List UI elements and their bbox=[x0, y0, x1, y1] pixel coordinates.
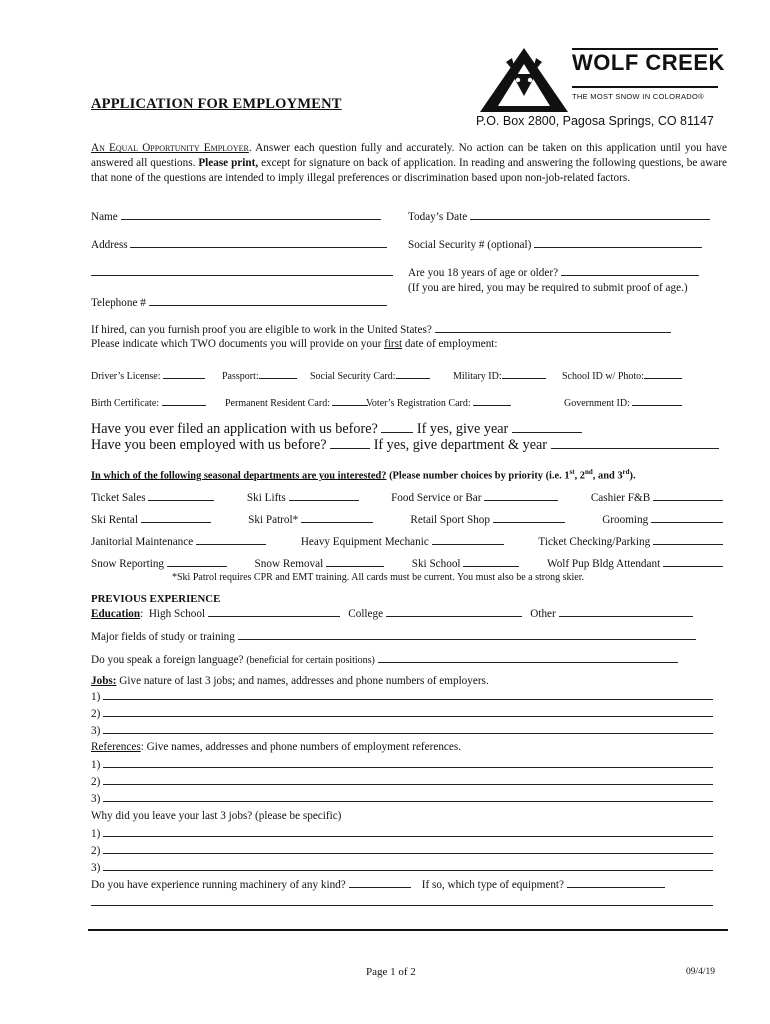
todays-date-field[interactable] bbox=[408, 210, 710, 223]
doc-social-security[interactable]: Social Security Card: bbox=[310, 369, 430, 382]
brand-rule-bottom bbox=[572, 86, 718, 88]
reference-line-3[interactable]: 3) bbox=[91, 792, 713, 805]
language-note: (beneficial for certain positions) bbox=[246, 655, 375, 666]
dept-janitorial[interactable]: Janitorial Maintenance bbox=[91, 535, 266, 548]
language-field[interactable] bbox=[91, 653, 678, 666]
dept-ticket-checking[interactable]: Ticket Checking/Parking bbox=[538, 535, 723, 548]
doc-government-id[interactable]: Government ID: bbox=[564, 396, 682, 409]
job-line-3[interactable]: 3) bbox=[91, 724, 713, 737]
address-line-2[interactable] bbox=[91, 266, 393, 279]
doc-permanent-resident[interactable]: Permanent Resident Card: bbox=[225, 396, 368, 409]
doc-birth-certificate[interactable]: Birth Certificate: bbox=[91, 396, 206, 409]
please-print: Please print, bbox=[198, 157, 259, 170]
machinery-label: Do you have experience running machinery of any kind? bbox=[91, 879, 346, 891]
departments-question: In which of the following seasonal departments are you interested? (Please number choices by priority (i.e. 1st, 2nd, and 3rd). bbox=[91, 468, 636, 482]
reference-line-1[interactable]: 1) bbox=[91, 758, 713, 771]
doc-drivers-license[interactable]: Driver’s License: bbox=[91, 369, 205, 382]
experience-heading: PREVIOUS EXPERIENCE bbox=[91, 593, 221, 605]
doc-voter-registration[interactable]: Voter’s Registration Card: bbox=[366, 396, 511, 409]
filed-year-label: If yes, give year bbox=[416, 421, 509, 437]
documents-question: Please indicate which TWO documents you will provide on your first date of employment: bbox=[91, 338, 498, 350]
job-line-2[interactable]: 2) bbox=[91, 707, 713, 720]
doc-school-id[interactable]: School ID w/ Photo: bbox=[562, 369, 682, 382]
major-field[interactable] bbox=[91, 630, 696, 643]
references-instructions: References: Give names, addresses and phone numbers of employment references. bbox=[91, 741, 461, 753]
filed-before-field[interactable] bbox=[91, 421, 582, 438]
equipment-label: If so, which type of equipment? bbox=[421, 879, 565, 891]
age-field[interactable] bbox=[408, 266, 699, 279]
why-leave-line-1[interactable]: 1) bbox=[91, 827, 713, 840]
brand-name: WOLF CREEK bbox=[572, 50, 725, 75]
education-row: Education: High School College Other bbox=[91, 607, 693, 620]
college-field[interactable]: College bbox=[348, 608, 522, 620]
telephone-field[interactable] bbox=[91, 296, 387, 309]
other-education-field[interactable]: Other bbox=[530, 608, 692, 620]
dept-ski-lifts[interactable]: Ski Lifts bbox=[247, 491, 359, 504]
dept-grooming[interactable]: Grooming bbox=[602, 513, 723, 526]
dept-retail-sport-shop[interactable]: Retail Sport Shop bbox=[410, 513, 564, 526]
dept-row-3 bbox=[91, 535, 723, 548]
major-label: Major fields of study or training bbox=[91, 631, 235, 643]
employed-dept-label: If yes, give department & year bbox=[373, 437, 548, 453]
age-label: Are you 18 years of age or older? bbox=[408, 267, 559, 279]
why-leave-line-2[interactable]: 2) bbox=[91, 844, 713, 857]
dept-row-4 bbox=[91, 557, 723, 570]
name-field[interactable] bbox=[91, 210, 381, 223]
equipment-line[interactable] bbox=[91, 896, 713, 909]
wolf-head-icon bbox=[476, 44, 572, 116]
revision-date: 09/4/19 bbox=[686, 967, 716, 977]
age-note: (If you are hired, you may be required to submit proof of age.) bbox=[408, 282, 688, 294]
dept-snow-reporting[interactable]: Snow Reporting bbox=[91, 557, 227, 570]
dept-heavy-equipment[interactable]: Heavy Equipment Mechanic bbox=[301, 535, 504, 548]
ssn-field[interactable] bbox=[408, 238, 702, 251]
intro-text-b: except for signature on back of application. In reading and answering the following questions, be aware that none of the questions are intended to imply illegal preferences or discrimination based upon non-job-related factors. bbox=[91, 157, 727, 185]
footer-rule bbox=[88, 929, 728, 931]
employed-before-field[interactable] bbox=[91, 437, 719, 454]
address-field[interactable] bbox=[91, 238, 387, 251]
dept-row-2 bbox=[91, 513, 723, 526]
why-leave-question: Why did you leave your last 3 jobs? (please be specific) bbox=[91, 810, 342, 822]
dept-ski-rental[interactable]: Ski Rental bbox=[91, 513, 211, 526]
reference-line-2[interactable]: 2) bbox=[91, 775, 713, 788]
dept-ski-patrol[interactable]: Ski Patrol* bbox=[248, 513, 373, 526]
machinery-field[interactable] bbox=[91, 878, 665, 891]
address-label: Address bbox=[91, 239, 128, 251]
eoe-label: An Equal Opportunity Employer bbox=[91, 142, 249, 154]
brand-tagline: THE MOST SNOW IN COLORADO® bbox=[572, 92, 704, 101]
high-school-field[interactable]: High School bbox=[149, 608, 340, 620]
ski-patrol-note: *Ski Patrol requires CPR and EMT training. All cards must be current. You must also be a strong skier. bbox=[172, 572, 585, 583]
dept-ticket-sales[interactable]: Ticket Sales bbox=[91, 491, 214, 504]
company-address: P.O. Box 2800, Pagosa Springs, CO 81147 bbox=[476, 114, 714, 128]
doc-passport[interactable]: Passport: bbox=[222, 369, 297, 382]
intro-paragraph bbox=[91, 141, 727, 187]
ssn-label: Social Security # (optional) bbox=[408, 239, 532, 251]
dept-snow-removal[interactable]: Snow Removal bbox=[255, 557, 384, 570]
intro-text-a: . Answer each question fully and accurately. No action can be taken on this application until you have answered all questions. bbox=[91, 142, 727, 170]
why-leave-line-3[interactable]: 3) bbox=[91, 861, 713, 874]
eligibility-field[interactable] bbox=[91, 323, 671, 336]
todays-date-label: Today’s Date bbox=[408, 211, 468, 223]
dept-cashier[interactable]: Cashier F&B bbox=[591, 491, 723, 504]
jobs-instructions: Jobs: Give nature of last 3 jobs; and names, addresses and phone numbers of employers. bbox=[91, 675, 489, 687]
page-title: APPLICATION FOR EMPLOYMENT bbox=[91, 96, 342, 112]
doc-military-id[interactable]: Military ID: bbox=[453, 369, 546, 382]
dept-food-service[interactable]: Food Service or Bar bbox=[391, 491, 558, 504]
dept-row-1 bbox=[91, 491, 723, 504]
dept-ski-school[interactable]: Ski School bbox=[412, 557, 520, 570]
job-line-1[interactable]: 1) bbox=[91, 690, 713, 703]
dept-wolf-pup[interactable]: Wolf Pup Bldg Attendant bbox=[547, 557, 723, 570]
telephone-label: Telephone # bbox=[91, 297, 146, 309]
filed-before-label: Have you ever filed an application with us before? bbox=[91, 421, 378, 437]
eligibility-label: If hired, can you furnish proof you are eligible to work in the United States? bbox=[91, 324, 432, 336]
name-label: Name bbox=[91, 211, 118, 223]
page-number: Page 1 of 2 bbox=[366, 966, 416, 978]
education-label: Education bbox=[91, 608, 141, 620]
language-label: Do you speak a foreign language? bbox=[91, 654, 244, 666]
employed-before-label: Have you been employed with us before? bbox=[91, 437, 327, 453]
